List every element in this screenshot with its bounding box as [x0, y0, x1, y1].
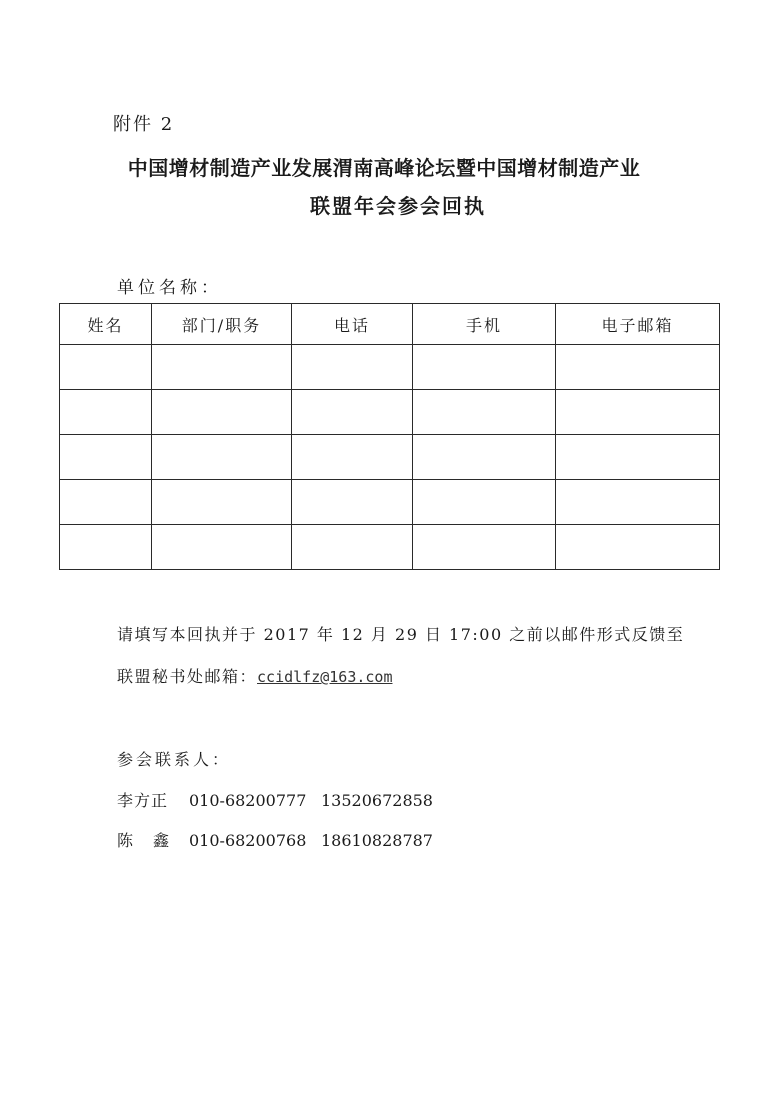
document-title-line2: 联盟年会参会回执 — [310, 194, 486, 218]
unit-name-label: 单位名称： — [117, 278, 222, 298]
contacts-title: 参会联系人： — [117, 750, 232, 769]
contact-name: 李方正 — [117, 791, 169, 810]
cell-email[interactable] — [556, 390, 720, 435]
contact-phone: 010-68200768 — [189, 831, 307, 850]
table-row — [60, 345, 720, 390]
contact-row — [117, 788, 433, 811]
column-header-name: 姓名 — [60, 304, 152, 345]
table-row — [60, 435, 720, 480]
submission-note-line2 — [117, 664, 392, 687]
contact-phone: 010-68200777 — [189, 791, 307, 810]
cell-phone[interactable] — [292, 525, 413, 570]
column-header-department: 部门/职务 — [152, 304, 292, 345]
cell-name[interactable] — [60, 390, 152, 435]
cell-email[interactable] — [556, 345, 720, 390]
cell-department[interactable] — [152, 390, 292, 435]
cell-department[interactable] — [152, 435, 292, 480]
cell-mobile[interactable] — [413, 390, 556, 435]
table-row — [60, 480, 720, 525]
cell-department[interactable] — [152, 480, 292, 525]
table-row — [60, 525, 720, 570]
submission-note-line1: 请填写本回执并于 2017 年 12 月 29 日 17:00 之前以邮件形式反馈至 — [117, 625, 685, 644]
cell-department[interactable] — [152, 345, 292, 390]
email-link[interactable]: ccidlfz@163.com — [257, 668, 393, 686]
registration-table — [59, 303, 720, 570]
column-header-email: 电子邮箱 — [556, 304, 720, 345]
table-header-row — [60, 304, 720, 345]
column-header-mobile: 手机 — [413, 304, 556, 345]
cell-mobile[interactable] — [413, 525, 556, 570]
cell-mobile[interactable] — [413, 345, 556, 390]
cell-name[interactable] — [60, 525, 152, 570]
cell-phone[interactable] — [292, 435, 413, 480]
cell-email[interactable] — [556, 435, 720, 480]
cell-email[interactable] — [556, 480, 720, 525]
cell-phone[interactable] — [292, 390, 413, 435]
cell-name[interactable] — [60, 345, 152, 390]
cell-phone[interactable] — [292, 345, 413, 390]
email-label: 联盟秘书处邮箱： — [117, 667, 258, 686]
cell-department[interactable] — [152, 525, 292, 570]
cell-mobile[interactable] — [413, 480, 556, 525]
cell-email[interactable] — [556, 525, 720, 570]
contact-name: 陈鑫 — [117, 831, 190, 850]
cell-name[interactable] — [60, 480, 152, 525]
column-header-phone: 电话 — [292, 304, 413, 345]
attachment-label: 附件 2 — [113, 114, 175, 135]
cell-mobile[interactable] — [413, 435, 556, 480]
cell-phone[interactable] — [292, 480, 413, 525]
contact-mobile: 13520672858 — [321, 791, 433, 810]
table-row — [60, 390, 720, 435]
cell-name[interactable] — [60, 435, 152, 480]
document-title-line1: 中国增材制造产业发展渭南高峰论坛暨中国增材制造产业 — [127, 156, 641, 180]
contact-row — [117, 828, 433, 851]
contact-mobile: 18610828787 — [321, 831, 433, 850]
